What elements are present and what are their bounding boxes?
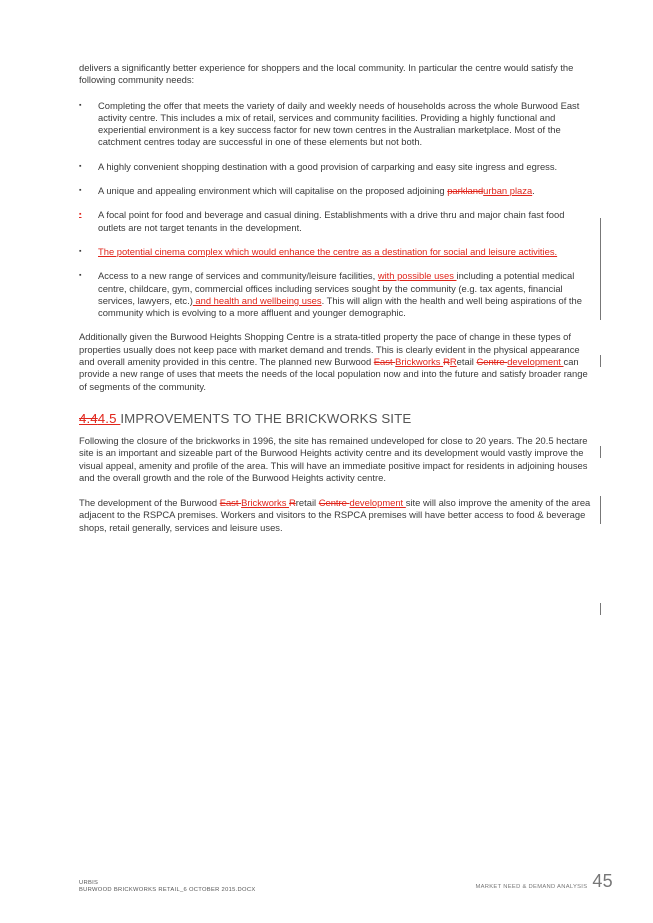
deleted-text: parkland <box>447 185 484 197</box>
list-item-text: including a potential medical centre, childcare, gym, commercial offices including services sought by the community (e.g. tax agents, financial services, lawyers, etc.) <box>98 270 575 306</box>
paragraph-text: The development of the Burwood <box>79 497 220 509</box>
deleted-text: East <box>373 356 396 368</box>
heading-number <box>79 411 120 426</box>
inserted-text: R <box>449 356 457 368</box>
list-item <box>79 100 591 149</box>
footer-filename: BURWOOD BRICKWORKS RETAIL_6 OCTOBER 2015.DOCX <box>79 887 256 893</box>
change-bar <box>600 496 601 524</box>
bullet-marker-icon: ▪ <box>79 272 82 280</box>
paragraph-text: Additionally given the Burwood Heights Shopping Centre is a strata-titled property the pace of change in these types of properties usually does not keep pace with market demand and trends. This is clearly evident in the physical appearance and overall amenity provided in this centre. The planned new Burwood <box>79 331 580 368</box>
inserted-text: 4.5 <box>97 410 121 426</box>
paragraph-text: retail <box>295 497 319 509</box>
change-bar <box>600 446 601 458</box>
deleted-text: 4.4 <box>79 410 98 426</box>
inserted-text: and health and wellbeing uses <box>192 294 322 306</box>
deleted-text: Centre <box>318 497 350 509</box>
inserted-text: with possible uses <box>377 270 457 282</box>
change-bar <box>600 355 601 367</box>
paragraph-text: can provide a new range of uses that meets the needs of the local population now and into the future and satisfy broader range of segments of the community. <box>79 356 588 392</box>
footer-left <box>79 880 256 894</box>
deleted-text: R <box>443 356 450 368</box>
change-bar <box>600 218 601 320</box>
development-paragraph <box>79 497 591 534</box>
list-item <box>79 185 591 197</box>
page-body <box>79 62 591 547</box>
list-item <box>79 209 591 234</box>
inserted-text: Brickworks <box>395 356 444 368</box>
additional-paragraph <box>79 331 591 392</box>
heading-title: IMPROVEMENTS TO THE BRICKWORKS SITE <box>120 410 412 426</box>
intro-paragraph: delivers a significantly better experience for shoppers and the local community. In particular the centre would satisfy the following community needs: <box>79 62 574 86</box>
change-bar <box>600 603 601 615</box>
inserted-text: The potential cinema complex which would enhance the centre as a destination for social and leisure activities. <box>98 245 558 257</box>
footer-org: URBIS <box>79 880 99 886</box>
bullet-marker-icon: ▪ <box>79 211 82 219</box>
section-heading <box>79 411 591 427</box>
deleted-text: East <box>219 497 242 509</box>
deleted-text: R <box>289 497 296 509</box>
bullet-marker-icon: ▪ <box>79 187 82 195</box>
paragraph-text: etail <box>456 356 477 368</box>
bullet-marker-icon: ▪ <box>79 101 82 109</box>
inserted-text: urban plaza <box>483 185 533 197</box>
paragraph-text: site will also improve the amenity of the area adjacent to the RSPCA premises. Workers and visitors to the RSPCA premises will have better access to food & beverage shops, retail generally, services and leisure uses. <box>79 497 591 533</box>
footer-section: MARKET NEED & DEMAND ANALYSIS <box>475 884 588 890</box>
bullet-marker-icon: ▪ <box>79 247 82 255</box>
list-item-text: Completing the offer that meets the variety of daily and weekly needs of households across the whole Burwood East activity centre. This includes a mix of retail, services and community facilities. Providing a highly functional and experiential environment is a key success factor for new town centres in the Australian marketplace. Most of the catchment centres today are successful in one of these elements but not both. <box>98 99 580 148</box>
inserted-text: development <box>507 356 564 368</box>
list-item-text: Access to a new range of services and community/leisure facilities, <box>98 270 378 282</box>
inserted-text: development <box>349 497 406 509</box>
improvements-paragraph: Following the closure of the brickworks in 1996, the site has remained undeveloped for close to 20 years. The 20.5 hectare site is an important and sizeable part of the Burwood Heights activity centre and its development would vastly improve the visual appeal, amenity and profile of the area. This will have an immediate positive impact for residents in adjoining houses and the overall growth and the role of the Burwood Heights activity centre. <box>79 434 588 483</box>
community-needs-list <box>79 100 591 320</box>
footer-right <box>475 872 613 890</box>
page-number: 45 <box>592 871 613 891</box>
list-item-text: . This will align with the health and well being aspirations of the community which is evolving to a more affluent and younger demographic. <box>98 294 582 319</box>
list-item <box>79 270 591 319</box>
list-item <box>79 246 591 258</box>
list-item-text: A unique and appealing environment which will capitalise on the proposed adjoining <box>98 185 448 197</box>
list-item-text: A highly convenient shopping destination with a good provision of carparking and easy site ingress and egress. <box>98 160 558 172</box>
bullet-marker-icon: ▪ <box>79 162 82 170</box>
inserted-text: Brickworks <box>241 497 290 509</box>
list-item-text: A focal point for food and beverage and casual dining. Establishments with a drive thru and major chain fast food outlets are not target tenants in the development. <box>98 209 565 233</box>
list-item-text: . <box>532 185 535 197</box>
list-item <box>79 161 591 173</box>
deleted-text: Centre <box>476 356 508 368</box>
